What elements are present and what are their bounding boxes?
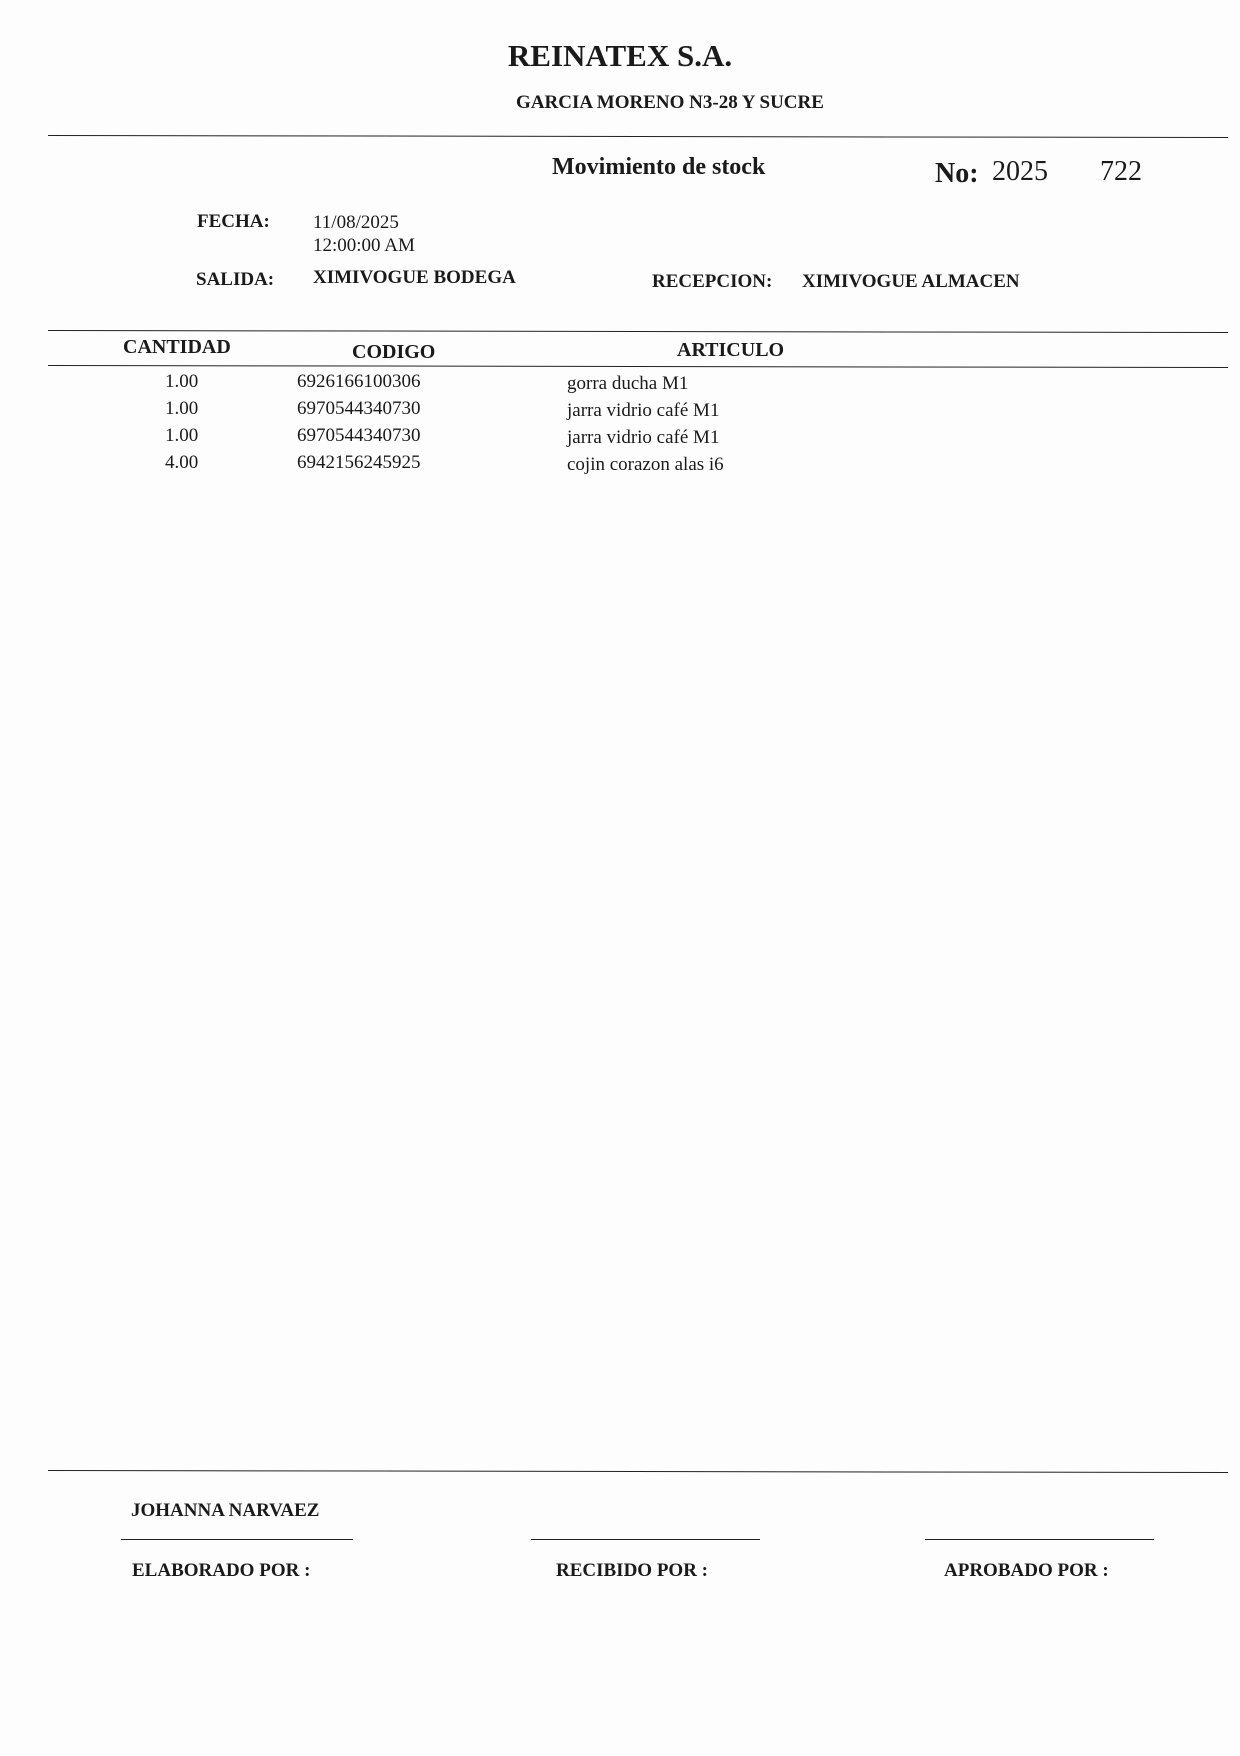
recibido-label: RECIBIDO POR : (556, 1560, 709, 1581)
aprobado-label: APROBADO POR : (944, 1560, 1109, 1581)
cell-cantidad: 1.00 (165, 398, 199, 419)
cell-articulo: gorra ducha M1 (567, 373, 689, 394)
elaborado-signature-line (121, 1539, 353, 1540)
header-rule (48, 135, 1228, 138)
company-name: REINATEX S.A. (507, 38, 733, 73)
cell-codigo: 6926166100306 (297, 371, 421, 392)
cell-codigo: 6970544340730 (297, 425, 421, 446)
table-header-rule (48, 365, 1228, 368)
document-title: Movimiento de stock (552, 154, 766, 180)
cell-articulo: jarra vidrio café M1 (567, 400, 720, 421)
recepcion-label: RECEPCION: (652, 271, 773, 292)
column-header-codigo: CODIGO (352, 341, 436, 363)
document-number-seq: 722 (1100, 156, 1142, 187)
document-number-label: No: (935, 158, 979, 189)
table-row (0, 371, 1240, 399)
cell-codigo: 6942156245925 (297, 452, 421, 473)
elaborado-label: ELABORADO POR : (132, 1560, 311, 1581)
salida-value: XIMIVOGUE BODEGA (313, 267, 516, 288)
table-row (0, 452, 1240, 480)
column-header-cantidad: CANTIDAD (123, 336, 231, 358)
cell-cantidad: 1.00 (165, 371, 199, 392)
company-address: GARCIA MORENO N3-28 Y SUCRE (516, 92, 824, 113)
table-top-rule (48, 330, 1228, 333)
column-header-articulo: ARTICULO (677, 339, 785, 361)
table-row (0, 425, 1240, 453)
cell-codigo: 6970544340730 (297, 398, 421, 419)
fecha-label: FECHA: (197, 211, 270, 232)
recepcion-value: XIMIVOGUE ALMACEN (802, 271, 1020, 292)
cell-articulo: cojin corazon alas i6 (567, 454, 724, 475)
table-row (0, 398, 1240, 426)
cell-articulo: jarra vidrio café M1 (567, 427, 720, 448)
document-number-year: 2025 (992, 156, 1048, 187)
aprobado-signature-line (925, 1539, 1154, 1540)
salida-label: SALIDA: (196, 269, 275, 290)
elaborado-name: JOHANNA NARVAEZ (131, 1500, 320, 1521)
cell-cantidad: 1.00 (165, 425, 199, 446)
footer-rule (48, 1470, 1228, 1473)
fecha-time: 12:00:00 AM (313, 235, 415, 256)
fecha-date: 11/08/2025 (313, 212, 399, 233)
cell-cantidad: 4.00 (165, 452, 199, 473)
recibido-signature-line (531, 1539, 760, 1540)
